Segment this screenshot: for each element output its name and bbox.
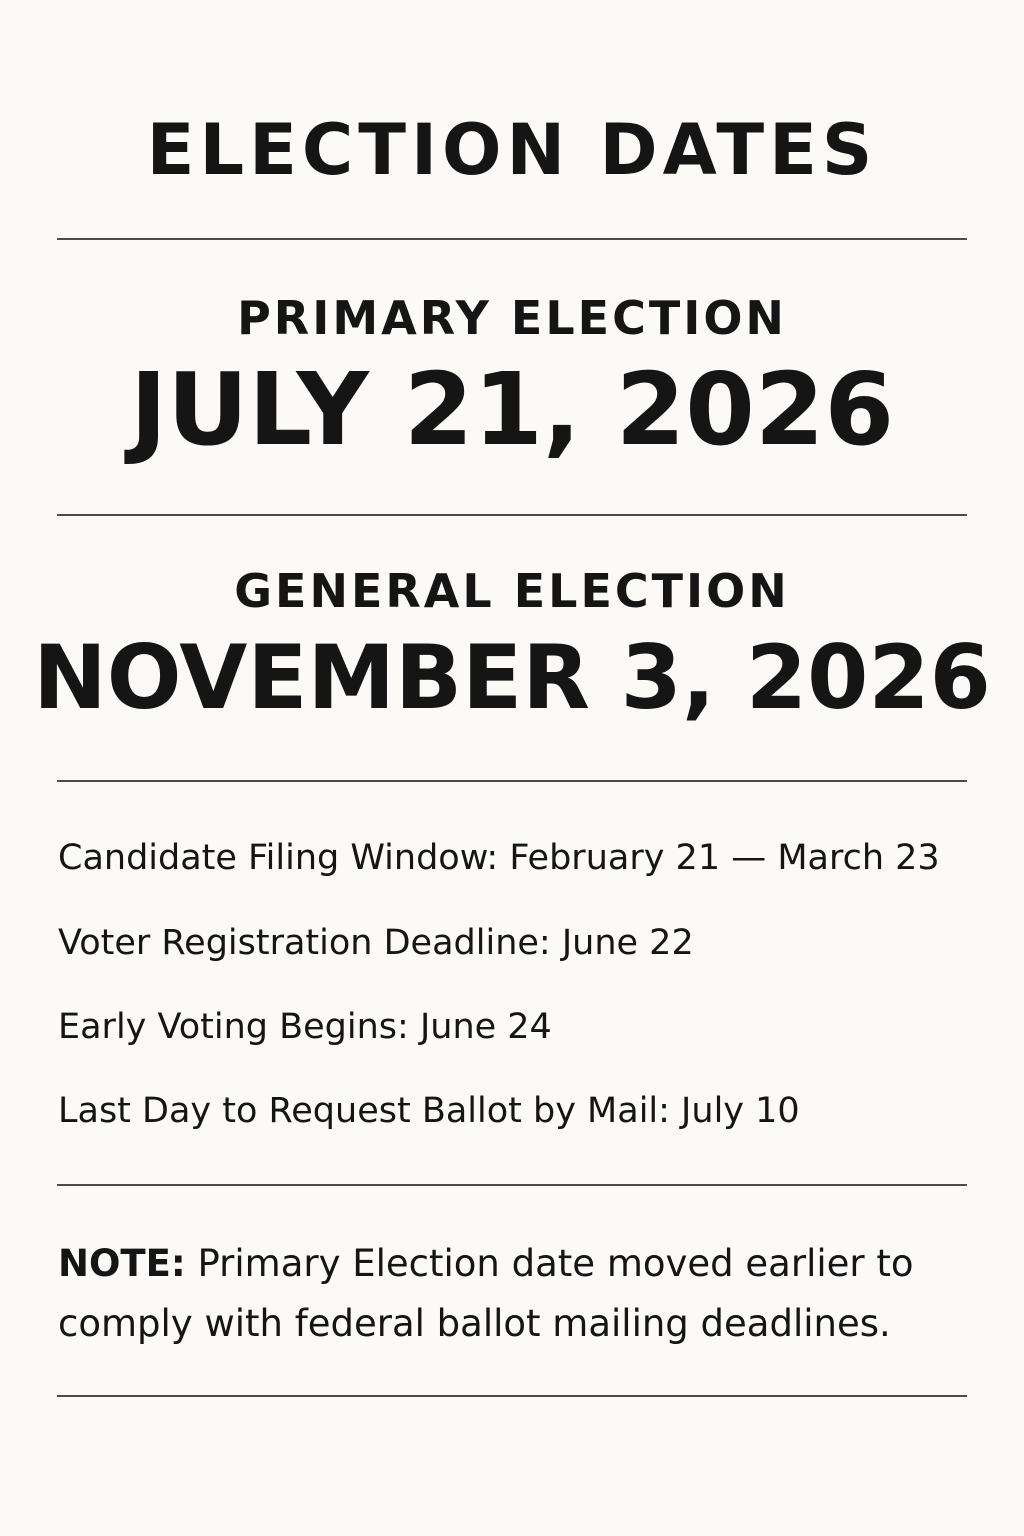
divider <box>57 514 967 516</box>
deadline-ballot-by-mail: Last Day to Request Ballot by Mail: July 10 <box>58 1091 800 1131</box>
primary-election-label: PRIMARY ELECTION <box>237 291 787 345</box>
deadline-early-voting: Early Voting Begins: June 24 <box>58 1007 552 1047</box>
deadline-voter-registration: Voter Registration Deadline: June 22 <box>58 923 694 963</box>
general-election-label: GENERAL ELECTION <box>234 564 790 618</box>
page-title: ELECTION DATES <box>146 109 878 191</box>
note-text: Primary Election date moved earlier to comply with federal ballot mailing deadlines. <box>58 1242 914 1345</box>
primary-election-date: JULY 21, 2026 <box>129 351 895 468</box>
note-block <box>58 1234 958 1354</box>
divider <box>57 780 967 782</box>
deadline-candidate-filing: Candidate Filing Window: February 21 — March 23 <box>58 838 940 878</box>
note-label: NOTE: <box>58 1242 186 1285</box>
divider <box>57 1395 967 1397</box>
divider <box>57 1184 967 1186</box>
divider <box>57 238 967 240</box>
general-election-date: NOVEMBER 3, 2026 <box>33 626 991 729</box>
